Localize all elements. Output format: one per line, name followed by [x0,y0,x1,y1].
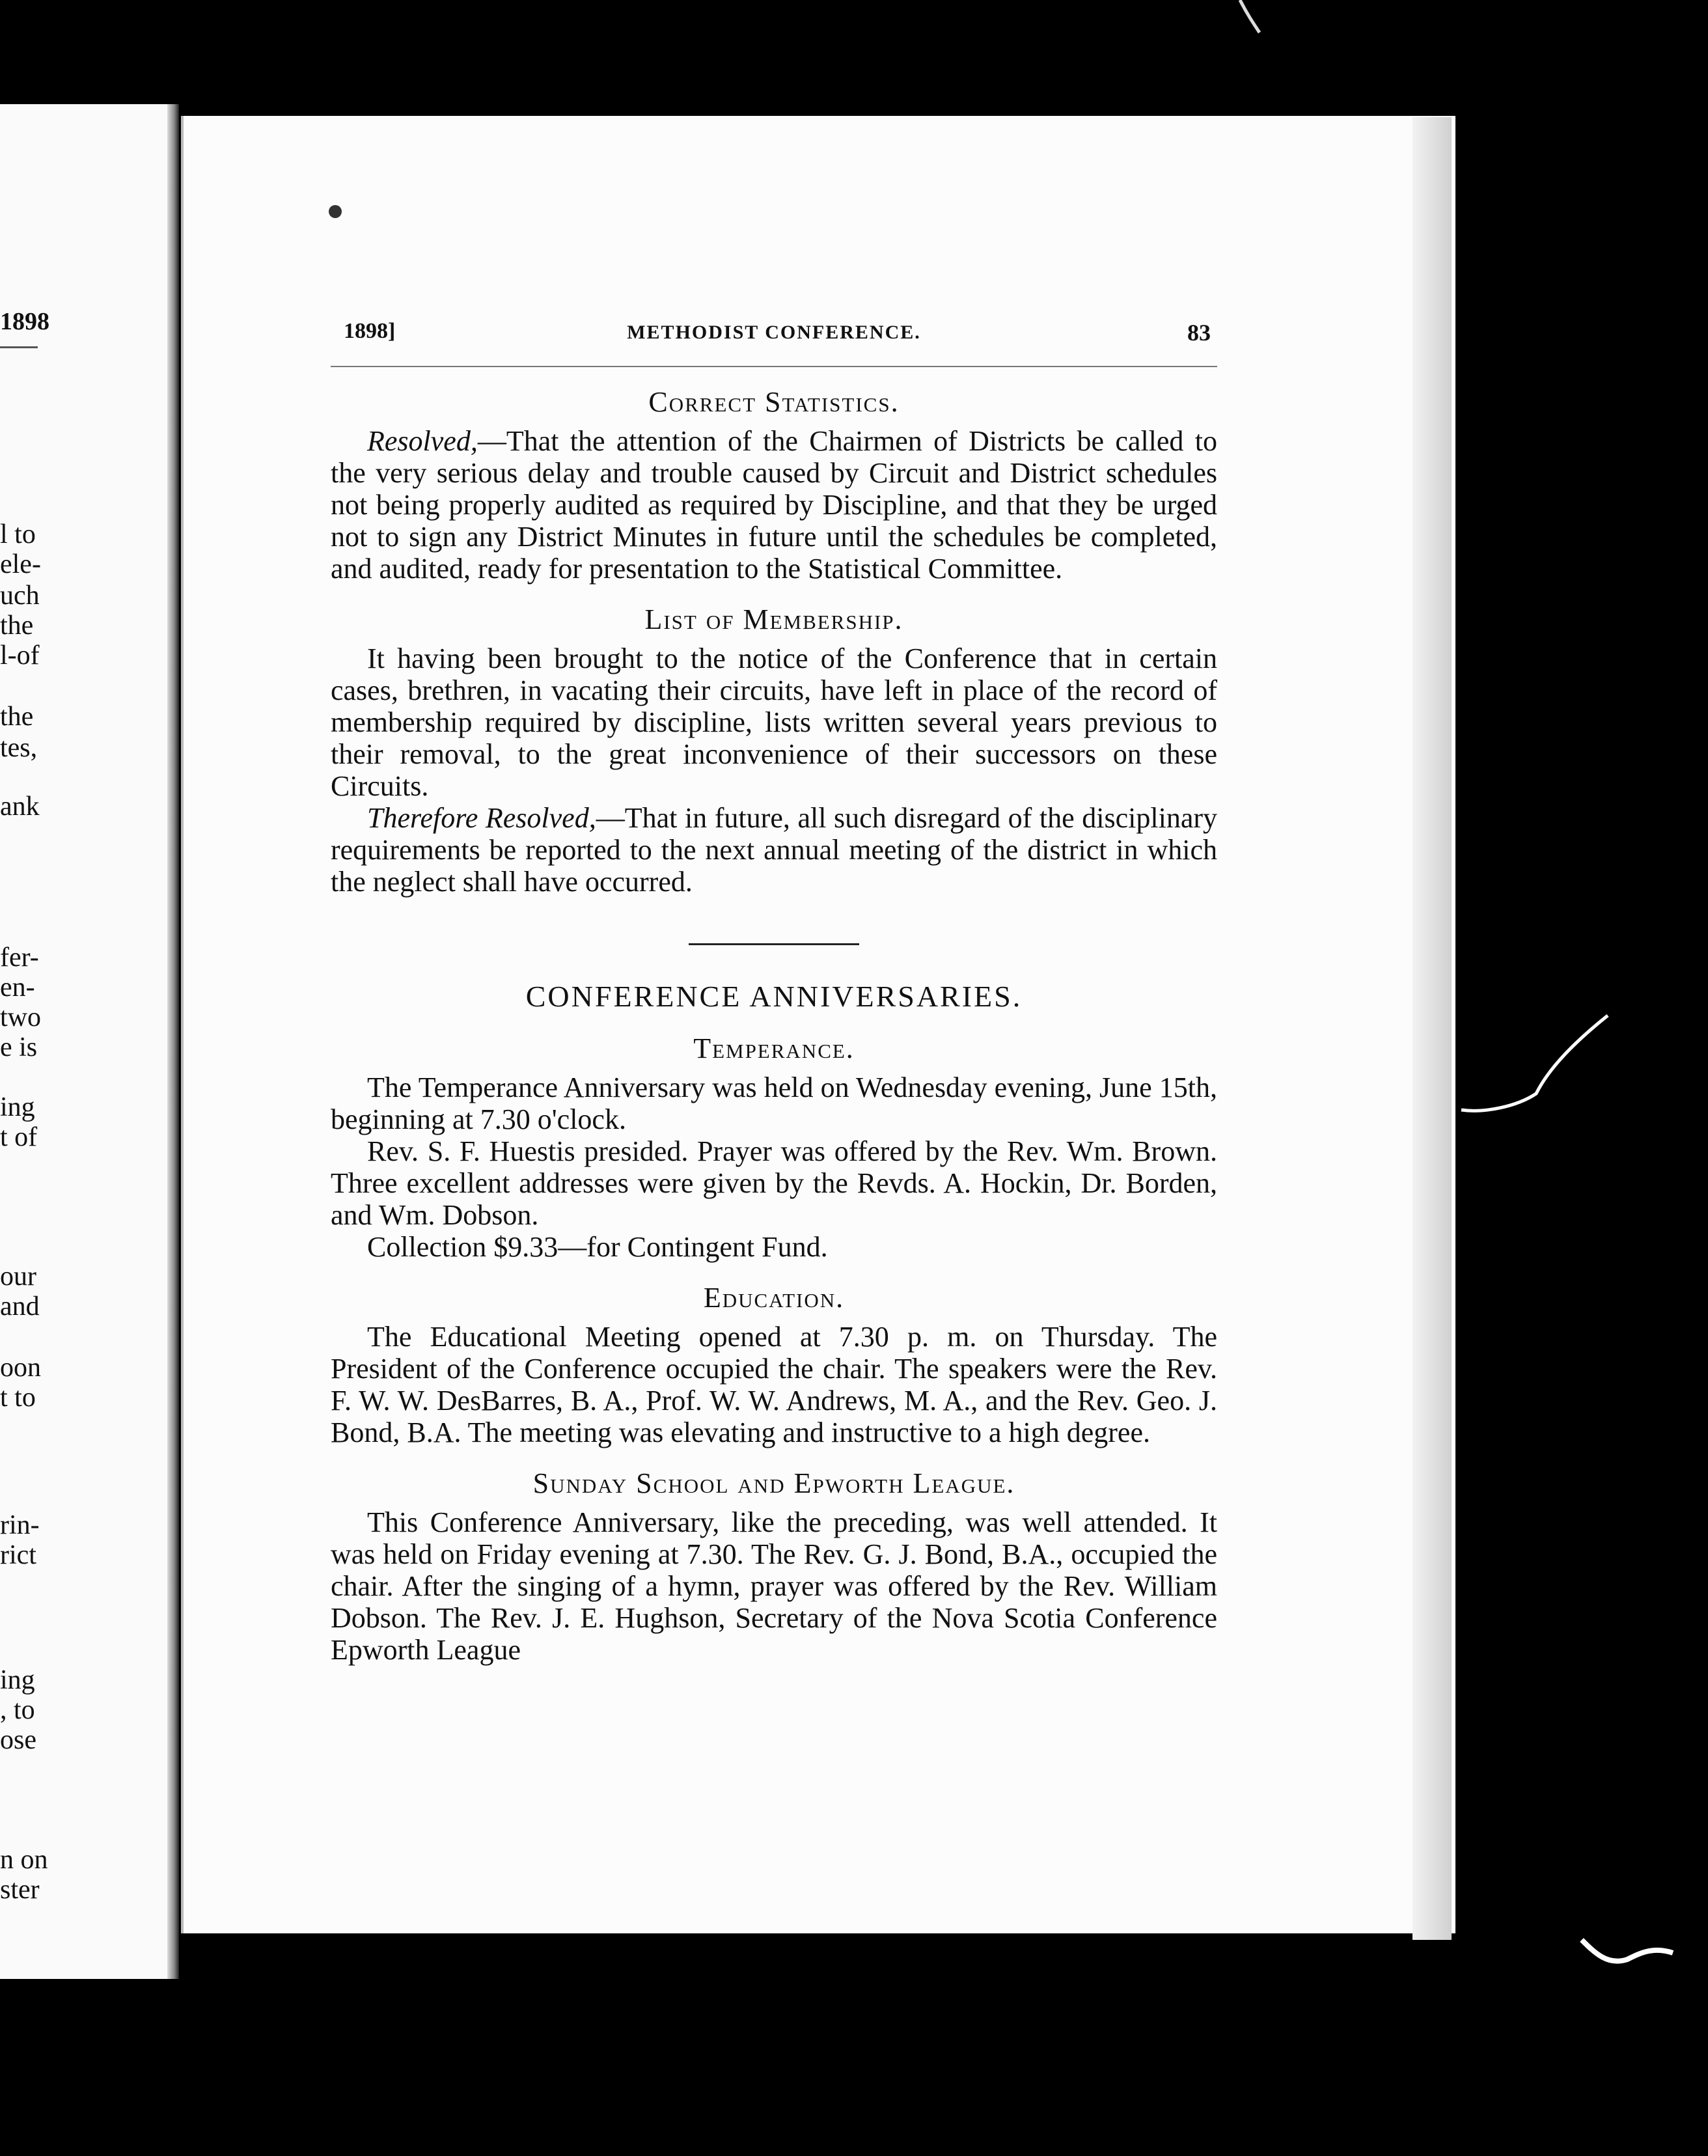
left-fragment-line: two [0,1002,41,1032]
left-fragment-line: ose [0,1725,36,1755]
left-fragment-line: rict [0,1540,36,1570]
scratch-mark-3 [1582,1940,1673,1961]
temperance-paragraph-1: The Temperance Anniversary was held on Wednesday evening, June 15th, beginning at 7.30 o'clock. [331,1071,1217,1135]
running-header [331,319,1217,352]
left-fragment-line: tes, [0,733,38,763]
membership-paragraph-1: It having been brought to the notice of the Conference that in certain cases, brethren, in vacating their circuits, have left in place of the record of membership required by discipline, lists written several years previous to their removal, to the great inconvenience of their successors on these Circuits. [331,643,1217,802]
section-title-list-of-membership: List of Membership. [644,603,903,635]
resolved-lead: Resolved, [367,425,478,457]
left-fragment-line: ank [0,792,40,822]
left-fragment-line: en- [0,973,35,1002]
section-title-correct-statistics: Correct Statistics. [648,386,900,418]
section-title-temperance: Temperance. [693,1032,855,1064]
left-fragment-line: rin- [0,1510,40,1540]
left-fragment-line: oon [0,1353,41,1383]
left-fragment-line: t of [0,1122,38,1152]
page-edge-shadow [1412,117,1452,1940]
scratch-mark-2 [1240,0,1260,33]
anniversaries-title: CONFERENCE ANNIVERSARIES. [525,980,1023,1013]
left-fragment-line: ing [0,1665,35,1695]
left-fragment-line: ele- [0,549,41,579]
left-fragment-line: t to [0,1383,36,1413]
left-page-header: 1898 [0,308,49,335]
book-spine-shadow [167,104,179,1979]
membership-paragraph-2 [331,802,1217,898]
page-content [331,319,1217,1666]
temperance-paragraph-2: Rev. S. F. Huestis presided. Prayer was offered by the Rev. Wm. Brown. Three excellent addresses were given by the Revds. A. Hockin, Dr. Borden, and Wm. Dobson. [331,1135,1217,1231]
header-rule [331,366,1217,367]
sunday-school-paragraph: This Conference Anniversary, like the preceding, was well attended. It was held on Friday evening at 7.30. The Rev. G. J. Bond, B.A., occupied the chair. After the singing of a hymn, prayer was offered by the Rev. William Dobson. The Rev. J. E. Hughson, Secretary of the Nova Scotia Conference Epworth League [331,1506,1217,1666]
page-number: 83 [1187,320,1211,346]
therefore-resolved-lead: Therefore Resolved, [367,802,596,834]
temperance-paragraph-3: Collection $9.33—for Contingent Fund. [367,1231,828,1263]
membership-resolution-text: —That in future, all such disregard of the disciplinary requirements be reported to the next annual meeting of the district in which the neglect shall have occurred. [331,802,1218,898]
correct-statistics-text: —That the attention of the Chairmen of Districts be called to the very serious delay and trouble caused by Circuit and District schedules not being properly audited as required by Discipline, and that they be urged not to sign any District Minutes in future until the schedules be completed, and audited, ready for presentation to the Statistical Committee. [331,425,1217,585]
left-fragment-line: uch [0,581,40,611]
left-fragment-line: ing [0,1092,35,1122]
header-title: METHODIST CONFERENCE. [627,322,921,343]
left-fragment-line: e is [0,1032,38,1062]
left-fragment-line: fer- [0,943,39,973]
section-divider [689,943,859,945]
scratch-mark-1 [1461,1016,1608,1111]
left-fragment-line: the [0,702,34,732]
correct-statistics-paragraph [331,425,1217,585]
left-fragment-line: our [0,1262,36,1292]
left-fragment-line: the [0,611,34,641]
left-fragment-line: l-of [0,641,40,670]
section-title-sunday-school: Sunday School and Epworth League. [532,1467,1015,1499]
left-fragment-line: , to [0,1695,35,1725]
header-year: 1898] [344,319,396,343]
left-fragment-line: and [0,1292,40,1321]
left-header-rule [0,346,38,348]
left-facing-page [0,104,179,1979]
left-fragment-line: ster [0,1875,40,1905]
left-fragment-line: l to [0,519,36,549]
section-title-education: Education. [703,1282,845,1314]
education-paragraph: The Educational Meeting opened at 7.30 p. m. on Thursday. The President of the Conference occupied the chair. The speakers were the Rev. F. W. W. DesBarres, B. A., Prof. W. W. Andrews, M. A., and the Rev. Geo. J. Bond, B.A. The meeting was elevating and instructive to a high degree. [331,1321,1217,1448]
left-fragment-line: n on [0,1845,48,1875]
